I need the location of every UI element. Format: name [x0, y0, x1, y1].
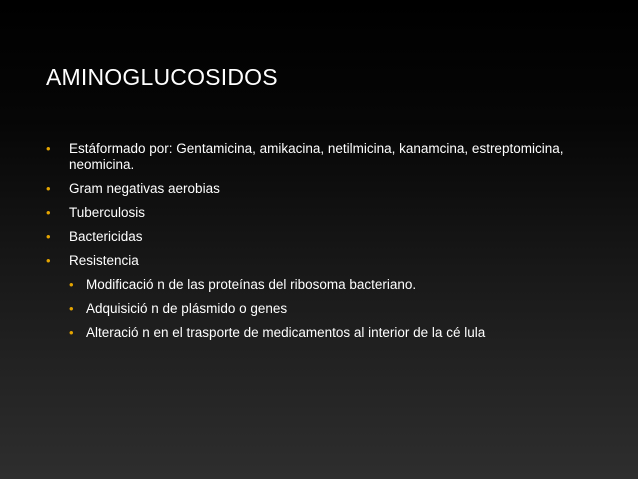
- bullet-item: [46, 181, 606, 197]
- sub-bullet-item: [69, 301, 606, 317]
- sub-bullet-icon: •: [69, 277, 74, 292]
- bullet-list: [46, 141, 606, 349]
- bullet-text: Tuberculosis: [69, 205, 146, 220]
- sub-bullet-text: Alteració n en el trasporte de medicamentos al interior de la cé lula: [86, 325, 486, 340]
- sub-bullet-icon: •: [69, 325, 74, 340]
- bullet-item: [46, 253, 606, 341]
- bullet-icon: •: [46, 181, 51, 196]
- sub-bullet-text: Adquisició n de plásmido o genes: [86, 301, 288, 316]
- bullet-icon: •: [46, 253, 51, 268]
- bullet-text: Gram negativas aerobias: [69, 181, 220, 196]
- bullet-icon: •: [46, 229, 51, 244]
- sub-bullet-list: [69, 277, 606, 341]
- sub-bullet-icon: •: [69, 301, 74, 316]
- sub-bullet-item: [69, 277, 606, 293]
- sub-bullet-text: Modificació n de las proteínas del ribosoma bacteriano.: [86, 277, 417, 292]
- bullet-item: [46, 141, 606, 173]
- bullet-item: [46, 205, 606, 221]
- bullet-icon: •: [46, 141, 51, 156]
- bullet-text: Resistencia: [69, 253, 139, 268]
- bullet-icon: •: [46, 205, 51, 220]
- slide-title: AMINOGLUCOSIDOS: [46, 64, 278, 90]
- bullet-item: [46, 229, 606, 245]
- bullet-text: Estáformado por: Gentamicina, amikacina, netilmicina, kanamcina, estreptomicina, neomicina.: [69, 141, 564, 172]
- bullet-text: Bactericidas: [69, 229, 143, 244]
- sub-bullet-item: [69, 325, 606, 341]
